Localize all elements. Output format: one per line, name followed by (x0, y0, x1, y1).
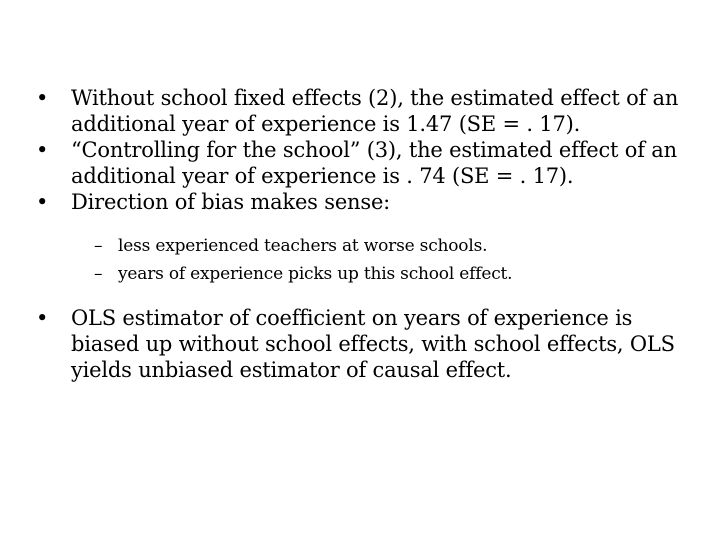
bullet-item-without-fixed-effects (36, 85, 696, 137)
bullet-marker: • (36, 306, 49, 330)
sub-bullet-text: less experienced teachers at worse schools. (118, 236, 488, 256)
bullet-text: “Controlling for the school” (3), the estimated effect of an additional year of experience is . 74 (SE = . 17). (71, 138, 677, 188)
bullet-item-direction-of-bias (36, 189, 696, 215)
dash-marker: – (94, 264, 103, 284)
bullet-text: Direction of bias makes sense: (71, 190, 391, 214)
bullet-item-controlling-for-school (36, 137, 696, 189)
bullet-item-ols-estimator (36, 305, 696, 383)
bullet-marker: • (36, 190, 49, 214)
sub-bullet-item-less-experienced (94, 232, 696, 260)
bullet-text: Without school fixed effects (2), the estimated effect of an additional year of experience is 1.47 (SE = . 17). (71, 86, 679, 136)
sub-bullet-text: years of experience picks up this school effect. (118, 264, 513, 284)
bullet-marker: • (36, 138, 49, 162)
sub-bullet-list (36, 232, 696, 288)
sub-bullet-item-years-of-experience (94, 260, 696, 288)
slide-content (36, 85, 696, 383)
bullet-text: OLS estimator of coefficient on years of experience is biased up without school effects, with school effects, OLS yields unbiased estimator of causal effect. (71, 306, 675, 382)
bullet-marker: • (36, 86, 49, 110)
dash-marker: – (94, 236, 103, 256)
